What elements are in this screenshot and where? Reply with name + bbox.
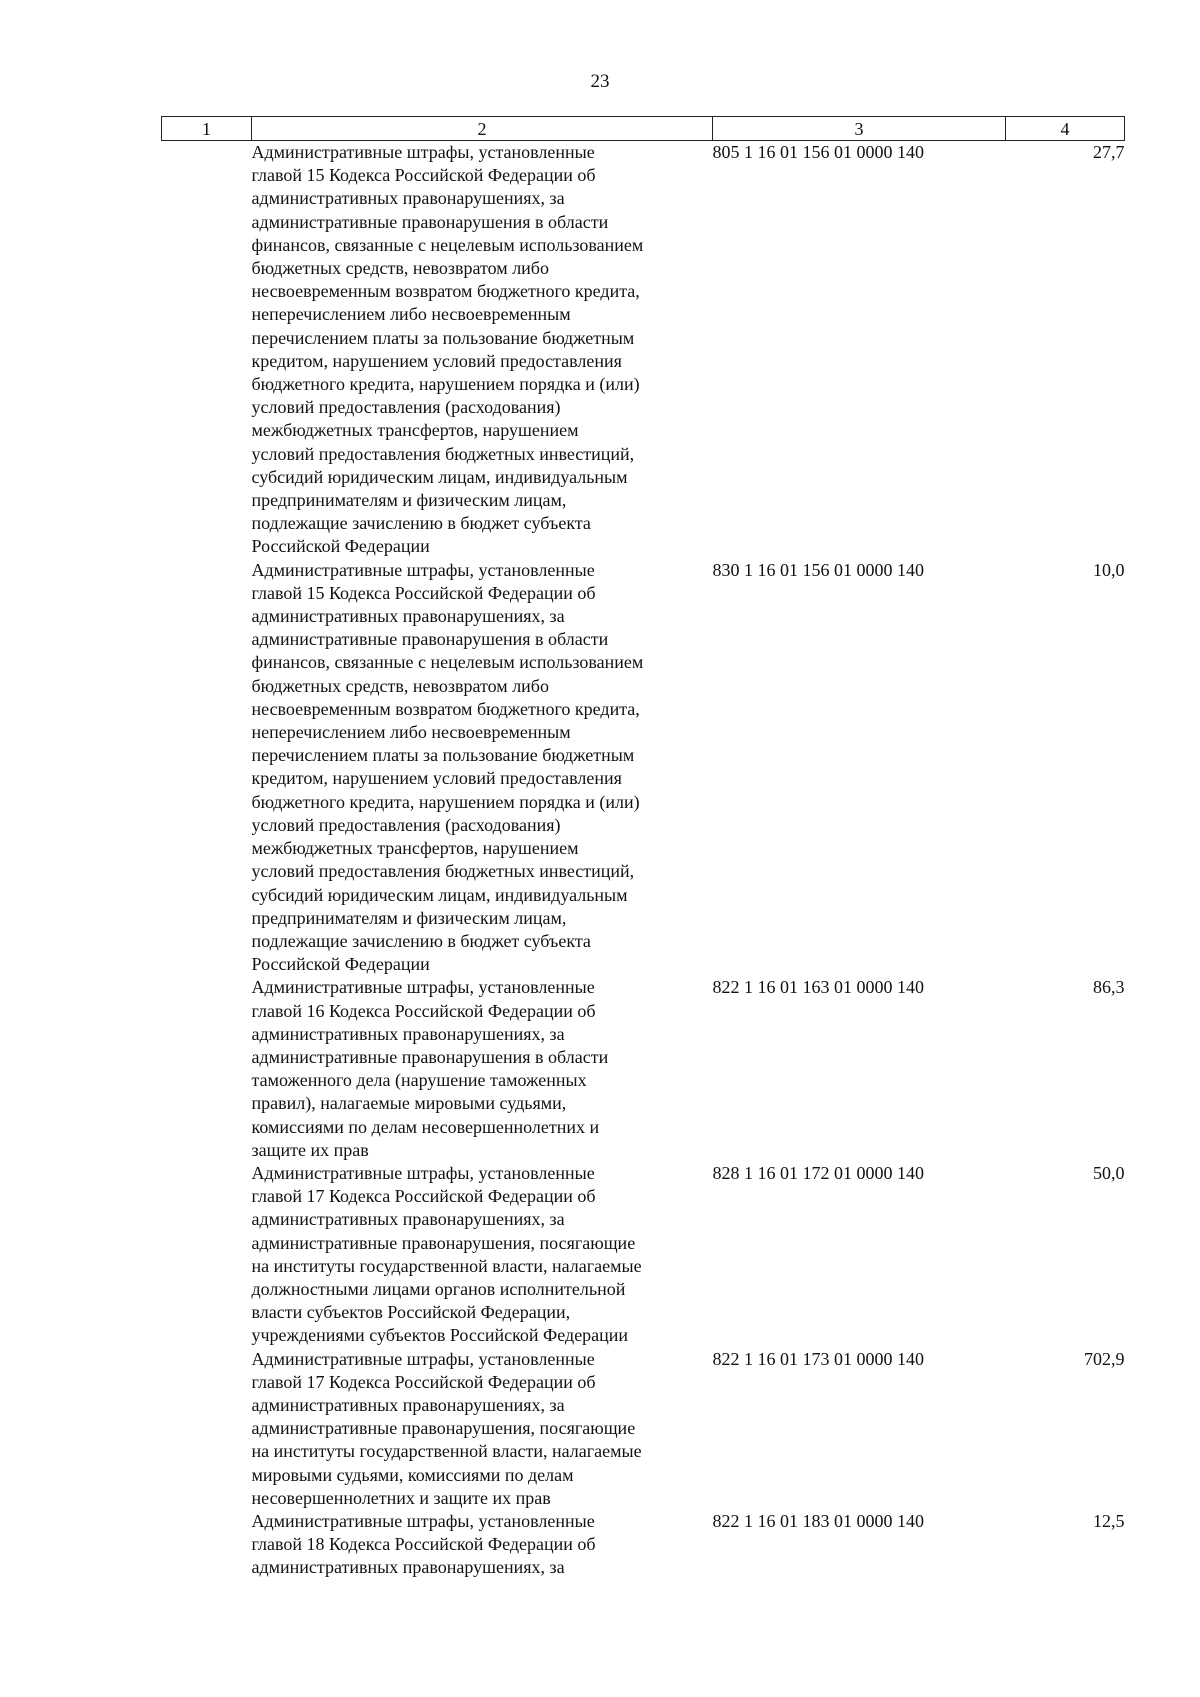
column-header-1: 1	[162, 117, 252, 141]
page-number: 23	[590, 71, 610, 92]
amount-value: 12,5	[1093, 1510, 1125, 1531]
table-body	[162, 141, 1125, 1580]
table-header	[162, 117, 1125, 141]
row-number-cell	[162, 1348, 252, 1510]
table-row	[162, 141, 1125, 559]
column-header-2: 2	[252, 117, 713, 141]
amount-value: 10,0	[1093, 559, 1125, 580]
amount-value: 50,0	[1093, 1162, 1125, 1183]
budget-classification-code: 830 1 16 01 156 01 0000 140	[712, 559, 924, 580]
amount-value: 86,3	[1093, 977, 1125, 998]
revenue-description: Административные штрафы, установленные главой 17 Кодекса Российской Федерации об административных правонарушениях, за административные правонарушения, посягающие на институты государственной власти, налагаемые должностными лицами органов исполнительной власти субъектов Российской Федерации, учреждениями субъектов Российской Федерации	[251, 1162, 642, 1346]
row-number-cell	[162, 976, 252, 1162]
row-number-cell	[162, 141, 252, 559]
table-row	[162, 559, 1125, 977]
table-row	[162, 1162, 1125, 1348]
row-number-cell	[162, 1510, 252, 1580]
table-row	[162, 1348, 1125, 1510]
amount-value: 702,9	[1084, 1348, 1125, 1369]
column-header-4: 4	[1006, 117, 1125, 141]
budget-classification-code: 822 1 16 01 163 01 0000 140	[712, 977, 924, 998]
revenue-description: Административные штрафы, установленные главой 16 Кодекса Российской Федерации об административных правонарушениях, за административные правонарушения в области таможенного дела (нарушение таможенных правил), налагаемые мировыми судьями, комиссиями по делам несовершеннолетних и защите их прав	[251, 977, 609, 1160]
header-row	[162, 117, 1125, 141]
table-row	[162, 976, 1125, 1162]
revenue-description: Административные штрафы, установленные главой 15 Кодекса Российской Федерации об административных правонарушениях, за административные правонарушения в области финансов, связанные с нецелевым использованием бюджетных средств, невозвратом либо несвоевременным возвратом бюджетного кредита, неперечислением либо несвоевременным перечислением платы за пользование бюджетным кредитом, нарушением условий предоставления бюджетного кредита, нарушением порядка и (или) условий предоставления (расходования) межбюджетных трансфертов, нарушением условий предоставления бюджетных инвестиций, субсидий юридическим лицам, индивидуальным предпринимателям и физическим лицам, подлежащие зачислению в бюджет субъекта Российской Федерации	[251, 142, 644, 557]
budget-classification-code: 822 1 16 01 183 01 0000 140	[712, 1510, 924, 1531]
budget-classification-code: 822 1 16 01 173 01 0000 140	[712, 1348, 924, 1369]
revenue-description: Административные штрафы, установленные главой 17 Кодекса Российской Федерации об административных правонарушениях, за административные правонарушения, посягающие на институты государственной власти, налагаемые мировыми судьями, комиссиями по делам несовершеннолетних и защите их прав	[251, 1348, 642, 1508]
budget-classification-code: 805 1 16 01 156 01 0000 140	[712, 142, 924, 162]
amount-value: 27,7	[1093, 142, 1125, 162]
budget-revenue-table	[161, 116, 1125, 1580]
budget-classification-code: 828 1 16 01 172 01 0000 140	[712, 1162, 924, 1183]
row-number-cell	[162, 1162, 252, 1348]
table-row	[162, 1510, 1125, 1580]
revenue-description: Административные штрафы, установленные главой 15 Кодекса Российской Федерации об административных правонарушениях, за административные правонарушения в области финансов, связанные с нецелевым использованием бюджетных средств, невозвратом либо несвоевременным возвратом бюджетного кредита, неперечислением либо несвоевременным перечислением платы за пользование бюджетным кредитом, нарушением условий предоставления бюджетного кредита, нарушением порядка и (или) условий предоставления (расходования) межбюджетных трансфертов, нарушением условий предоставления бюджетных инвестиций, субсидий юридическим лицам, индивидуальным предпринимателям и физическим лицам, подлежащие зачислению в бюджет субъекта Российской Федерации	[251, 559, 644, 975]
row-number-cell	[162, 559, 252, 977]
revenue-description: Административные штрафы, установленные главой 18 Кодекса Российской Федерации об административных правонарушениях, за	[251, 1510, 596, 1578]
column-header-3: 3	[713, 117, 1006, 141]
